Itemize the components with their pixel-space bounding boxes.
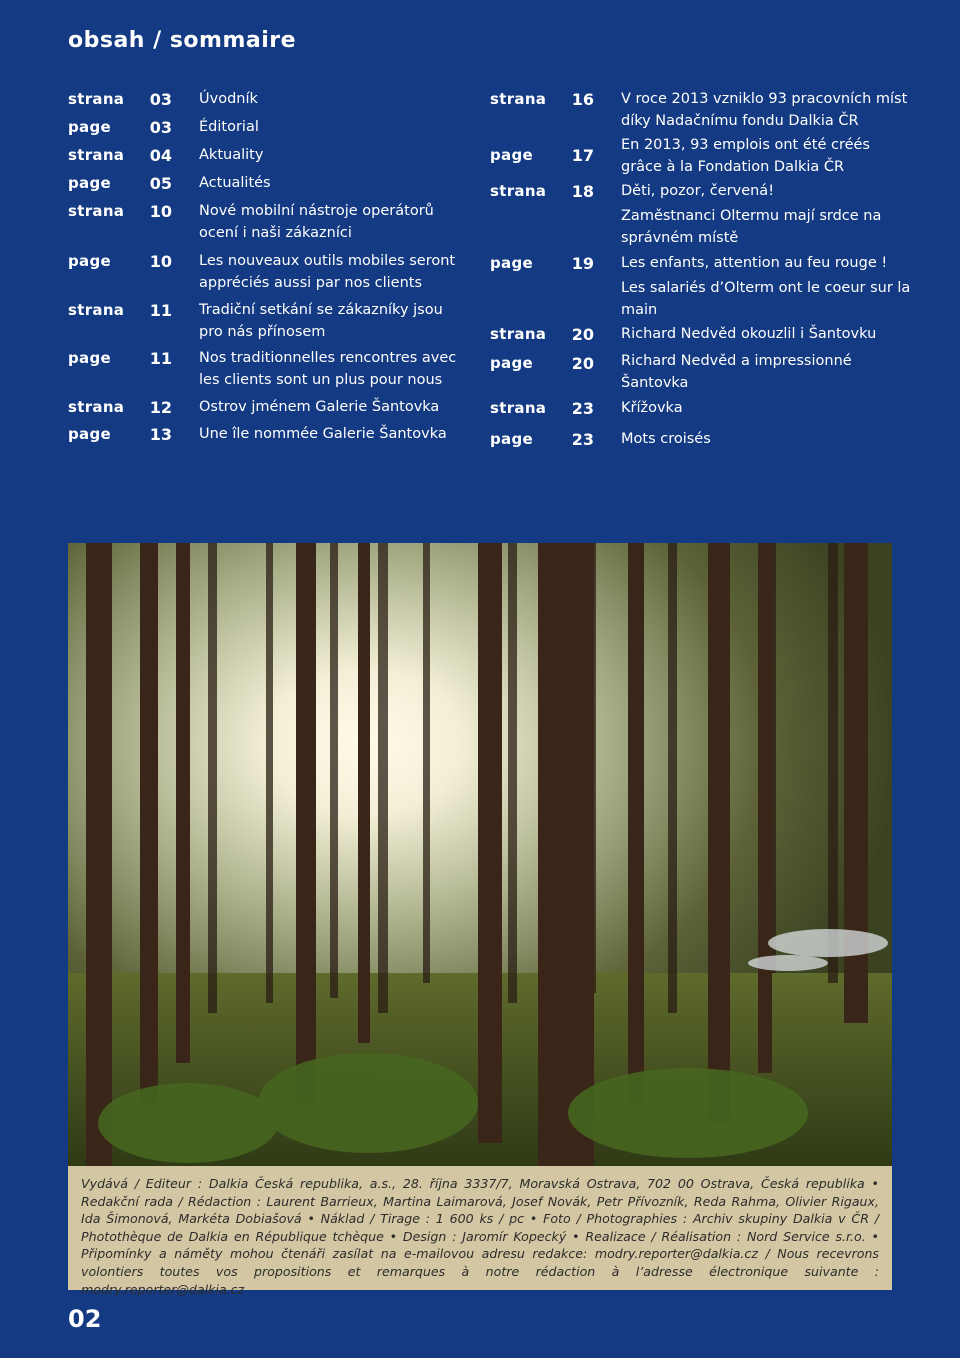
- page-title: obsah / sommaire: [68, 28, 297, 53]
- toc-page-number: 23: [571, 430, 594, 449]
- toc-title: Richard Nedvěd a impressionné Šantovka: [621, 353, 852, 391]
- toc-title: Richard Nedvěd okouzlil i Šantovku: [621, 326, 877, 342]
- toc-page-number: 20: [571, 354, 594, 373]
- toc-label: page: [68, 118, 111, 136]
- toc-label: strana: [490, 182, 547, 200]
- toc-label: page: [68, 349, 111, 367]
- toc-label: page: [68, 425, 111, 443]
- forest-photo: [68, 543, 892, 1166]
- toc-label: page: [490, 254, 533, 272]
- page-number: 02: [68, 1305, 102, 1333]
- toc-title: En 2013, 93 emplois ont été créés grâce à la Fondation Dalkia ČR: [621, 137, 870, 175]
- toc-page-number: 10: [149, 252, 172, 271]
- toc-label: strana: [68, 90, 125, 108]
- toc-label: strana: [490, 325, 547, 343]
- toc-title: Mots croisés: [621, 431, 711, 447]
- toc-label: page: [68, 174, 111, 192]
- toc-title: Éditorial: [199, 119, 259, 135]
- toc-page-number: 23: [571, 399, 594, 418]
- toc-page-number: 11: [149, 301, 172, 320]
- toc-title: Les enfants, attention au feu rouge !: [621, 255, 888, 271]
- toc-title: Nos traditionnelles rencontres avec les clients sont un plus pour nous: [199, 350, 457, 388]
- toc-title: Tradiční setkání se zákazníky jsou pro nás přínosem: [199, 302, 443, 340]
- toc-page-number: 13: [149, 425, 172, 444]
- toc-title: Aktuality: [199, 147, 264, 163]
- toc-label: strana: [68, 202, 125, 220]
- toc-title: Actualités: [199, 175, 271, 191]
- toc-title: Křížovka: [621, 400, 683, 416]
- toc-title: V roce 2013 vzniklo 93 pracovních míst díky Nadačnímu fondu Dalkia ČR: [621, 91, 908, 129]
- credits-box: Vydává / Editeur : Dalkia Česká republika, a.s., 28. října 3337/7, Moravská Ostrava, 702 00 Ostrava, Česká republika • Redakční rada / Rédaction : Laurent Barrieux, Martina Laimarová, Josef Novák, Petr Přívozník, Reda Rahma, Olivier Rigaux, Ida Šimonová, Markéta Dobiašová • Náklad / Tirage : 1 600 ks / pc • Foto / Photographies : Archiv skupiny Dalkia v ČR / Photothèque de Dalkia en République tchèque • Design : Jaromír Kopecký • Realizace / Réalisation : Nord Service s.r.o. • Připomínky a náměty mohou čtenáři zasílat na e-mailovou adresu redakce: modry.reporter@dalkia.cz / Nous recevrons volontiers toutes vos propositions et remarques à notre rédaction à l’adresse électronique suivante : modry.reporter@dalkia.cz: [68, 1166, 892, 1290]
- toc-title: Nové mobilní nástroje operátorů ocení i naši zákazníci: [199, 203, 434, 241]
- toc-page-number: 03: [149, 90, 172, 109]
- toc-label: strana: [68, 398, 125, 416]
- toc-page-number: 04: [149, 146, 172, 165]
- toc-label: strana: [68, 301, 125, 319]
- toc-page-number: 16: [571, 90, 594, 109]
- toc-page-number: 17: [571, 146, 594, 165]
- toc-page-number: 10: [149, 202, 172, 221]
- toc-label: page: [68, 252, 111, 270]
- toc-label: strana: [68, 146, 125, 164]
- toc-title: Zaměstnanci Oltermu mají srdce na správném místě: [621, 208, 882, 246]
- toc-title: Úvodník: [199, 91, 258, 107]
- toc-title: Les nouveaux outils mobiles seront appréciés aussi par nos clients: [199, 253, 456, 291]
- forest-illustration: [68, 543, 892, 1166]
- toc-page-number: 20: [571, 325, 594, 344]
- toc-page-number: 18: [571, 182, 594, 201]
- toc-title: Děti, pozor, červená!: [621, 183, 775, 199]
- toc-label: page: [490, 430, 533, 448]
- toc-label: page: [490, 146, 533, 164]
- toc-page-number: 19: [571, 254, 594, 273]
- toc-page-number: 11: [149, 349, 172, 368]
- toc-label: page: [490, 354, 533, 372]
- toc-label: strana: [490, 90, 547, 108]
- toc-page-number: 12: [149, 398, 172, 417]
- toc-page-number: 05: [149, 174, 172, 193]
- toc-page-number: 03: [149, 118, 172, 137]
- toc-title: Ostrov jménem Galerie Šantovka: [199, 399, 440, 415]
- toc-title: Les salariés d’Olterm ont le coeur sur la main: [621, 280, 911, 318]
- toc-label: strana: [490, 399, 547, 417]
- toc-title: Une île nommée Galerie Šantovka: [199, 426, 447, 442]
